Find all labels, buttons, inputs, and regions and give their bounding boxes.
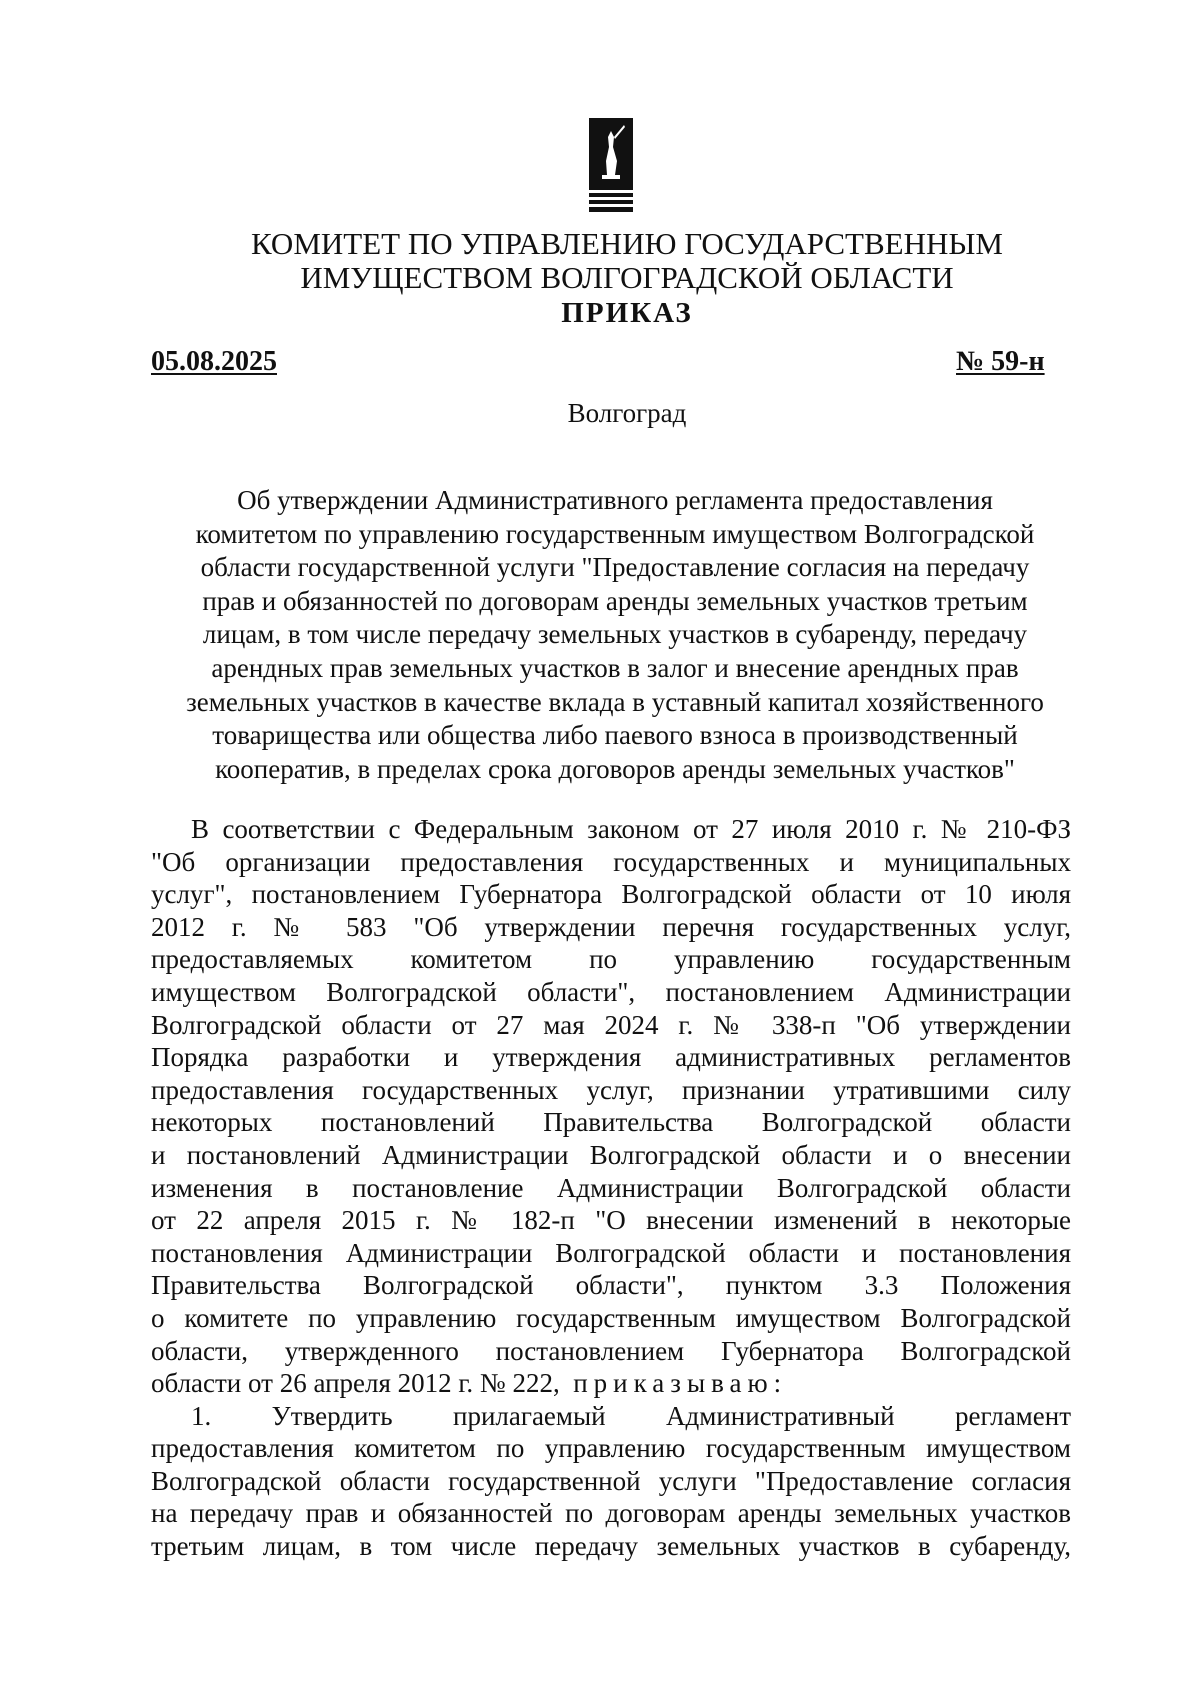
subject-line: кооператив, в пределах срока договоров аренды земельных участков": [215, 753, 1015, 784]
order-word: приказываю:: [573, 1368, 788, 1399]
subject-line: прав и обязанностей по договорам аренды земельных участков третьим: [202, 585, 1028, 616]
document-date: 05.08.2025: [151, 346, 277, 377]
preamble-line: и постановлений Администрации Волгоградской области и о внесении: [151, 1139, 1071, 1170]
document-city: Волгоград: [567, 398, 687, 428]
item-1-line: 1. Утвердить прилагаемый Административный регламент: [191, 1400, 1071, 1431]
subject-line: Об утверждении Административного регламента предоставления: [237, 485, 993, 515]
subject-line: области государственной услуги "Предоставление согласия на передачу: [200, 552, 1030, 583]
preamble-line: В соответствии с Федеральным законом от 27 июля 2010 г. № 210-ФЗ: [191, 814, 1071, 844]
item-1-line: третьим лицам, в том числе передачу земельных участков в субаренду,: [151, 1531, 1071, 1562]
document-type: ПРИКАЗ: [561, 297, 693, 329]
preamble-line: от 22 апреля 2015 г. № 182-п "О внесении изменений в некоторые: [151, 1205, 1071, 1236]
organization-name-line-1: КОМИТЕТ ПО УПРАВЛЕНИЮ ГОСУДАРСТВЕННЫМ: [251, 226, 1003, 261]
preamble-line-text: области от 26 апреля 2012 г. № 222,: [151, 1368, 560, 1399]
preamble-line: предоставления государственных услуг, признании утратившими силу: [151, 1074, 1071, 1105]
preamble-line: Правительства Волгоградской области", пунктом 3.3 Положения: [151, 1270, 1071, 1301]
subject-line: земельных участков в качестве вклада в уставный капитал хозяйственного: [186, 686, 1044, 717]
preamble-line: изменения в постановление Администрации Волгоградской области: [151, 1172, 1071, 1203]
item-1-line: на передачу прав и обязанностей по договорам аренды земельных участков: [151, 1498, 1071, 1529]
subject-line: арендных прав земельных участков в залог и внесение арендных прав: [211, 652, 1019, 683]
document-body: [151, 813, 1071, 1563]
coat-of-arms-emblem: [588, 117, 634, 215]
preamble-line: некоторых постановлений Правительства Волгоградской области: [151, 1107, 1071, 1138]
subject-line: товарищества или общества либо паевого взноса в производственный: [212, 720, 1018, 751]
preamble-line: Порядка разработки и утверждения административных регламентов: [151, 1042, 1071, 1073]
preamble-line: о комитете по управлению государственным имуществом Волгоградской: [151, 1302, 1071, 1333]
preamble-final-line: [151, 1367, 1071, 1400]
preamble-line: имуществом Волгоградской области", постановлением Администрации: [151, 976, 1071, 1007]
preamble-line: области, утвержденного постановлением Губернатора Волгоградской: [151, 1335, 1071, 1366]
preamble-line: "Об организации предоставления государственных и муниципальных: [151, 846, 1071, 877]
subject-line: лицам, в том числе передачу земельных участков в субаренду, передачу: [202, 619, 1028, 650]
document-number: № 59-н: [956, 346, 1045, 377]
document-subject: [145, 484, 1085, 786]
preamble-line: предоставляемых комитетом по управлению государственным: [151, 944, 1071, 975]
item-1-line: Волгоградской области государственной услуги "Предоставление согласия: [151, 1465, 1071, 1496]
preamble-line: постановления Администрации Волгоградской области и постановления: [151, 1237, 1071, 1268]
preamble-line: 2012 г. № 583 "Об утверждении перечня государственных услуг,: [151, 911, 1071, 942]
item-1-line: предоставления комитетом по управлению государственным имуществом: [151, 1433, 1071, 1464]
organization-name-line-2: ИМУЩЕСТВОМ ВОЛГОГРАДСКОЙ ОБЛАСТИ: [300, 260, 954, 295]
subject-line: комитетом по управлению государственным имуществом Волгоградской: [195, 518, 1035, 549]
preamble-line: услуг", постановлением Губернатора Волгоградской области от 10 июля: [151, 879, 1071, 910]
preamble-line: Волгоградской области от 27 мая 2024 г. № 338-п "Об утверждении: [151, 1009, 1071, 1040]
